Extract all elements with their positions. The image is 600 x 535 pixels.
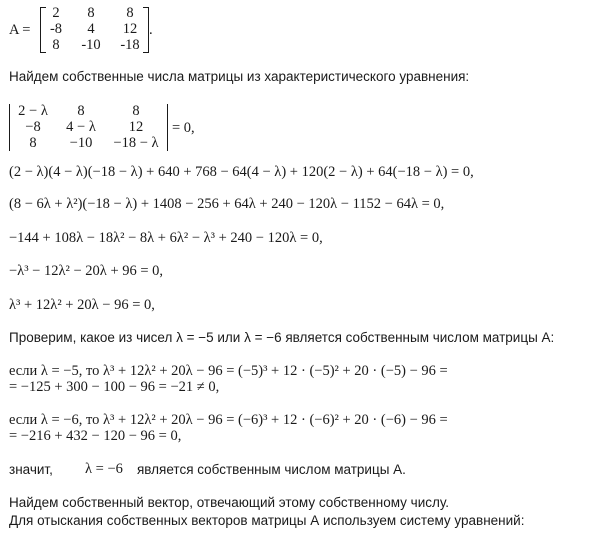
conclusion-suffix: является собственным числом матрицы А.	[137, 462, 406, 477]
equation-3: −144 + 108λ − 18λ² − 8λ + 6λ² − λ³ + 240 − 120λ = 0,	[9, 230, 323, 246]
matrix-cell: 12	[122, 21, 138, 37]
equation-2: (8 − 6λ + λ²)(−18 − λ) + 1408 − 256 + 64λ + 240 − 120λ − 1152 − 64λ = 0,	[9, 196, 445, 212]
check-2-line-1: если λ = −6, то λ³ + 12λ² + 20λ − 96 = (−6)³ + 12 · (−6)² + 20 · (−6) − 96 =	[9, 412, 448, 428]
det-rhs: = 0,	[172, 120, 195, 136]
matrix-cell: 2	[52, 5, 60, 21]
det-cell: 12	[128, 119, 144, 135]
matrix-label: A =	[9, 22, 31, 38]
conclusion-value: λ = −6	[85, 461, 123, 477]
equation-1: (2 − λ)(4 − λ)(−18 − λ) + 640 + 768 − 64(4 − λ) + 120(2 − λ) + 64(−18 − λ) = 0,	[9, 164, 474, 180]
system-intro: Для отыскания собственных векторов матрицы А используем систему уравнений:	[9, 513, 525, 528]
eigen-intro: Найдем собственные числа матрицы из характеристического уравнения:	[9, 69, 470, 84]
det-cell: −8	[25, 119, 41, 135]
equation-5: λ³ + 12λ² + 20λ − 96 = 0,	[9, 297, 155, 313]
check-1-line-2: = −125 + 300 − 100 − 96 = −21 ≠ 0,	[9, 379, 220, 395]
vector-intro: Найдем собственный вектор, отвечающий этому собственному числу.	[9, 495, 450, 510]
matrix-period: .	[149, 22, 153, 38]
matrix-cell: 8	[52, 37, 60, 53]
det-right-bar	[167, 104, 168, 151]
det-cell: −10	[69, 135, 93, 151]
check-1-line-1: если λ = −5, то λ³ + 12λ² + 20λ − 96 = (−5)³ + 12 · (−5)² + 20 · (−5) − 96 =	[9, 363, 448, 379]
matrix-cell: -8	[49, 21, 63, 37]
matrix-cell: 4	[87, 21, 95, 37]
det-cell: −18 − λ	[113, 135, 159, 151]
matrix-cell: -10	[81, 37, 101, 53]
check-2-line-2: = −216 + 432 − 120 − 96 = 0,	[9, 428, 182, 444]
det-cell: 2 − λ	[18, 103, 48, 119]
check-intro: Проверим, какое из чисел λ = −5 или λ = −6 является собственным числом матрицы А:	[9, 330, 555, 345]
det-cell: 4 − λ	[66, 119, 96, 135]
det-cell: 8	[77, 103, 85, 119]
matrix-a	[40, 5, 150, 55]
matrix-cell: 8	[126, 5, 134, 21]
det-cell: 8	[29, 135, 37, 151]
det-left-bar	[9, 104, 10, 151]
conclusion-prefix: значит,	[9, 462, 53, 477]
matrix-cell: 8	[87, 5, 95, 21]
matrix-cell: -18	[120, 37, 140, 53]
char-determinant	[9, 103, 169, 153]
equation-4: −λ³ − 12λ² − 20λ + 96 = 0,	[9, 263, 164, 279]
det-cell: 8	[132, 103, 140, 119]
